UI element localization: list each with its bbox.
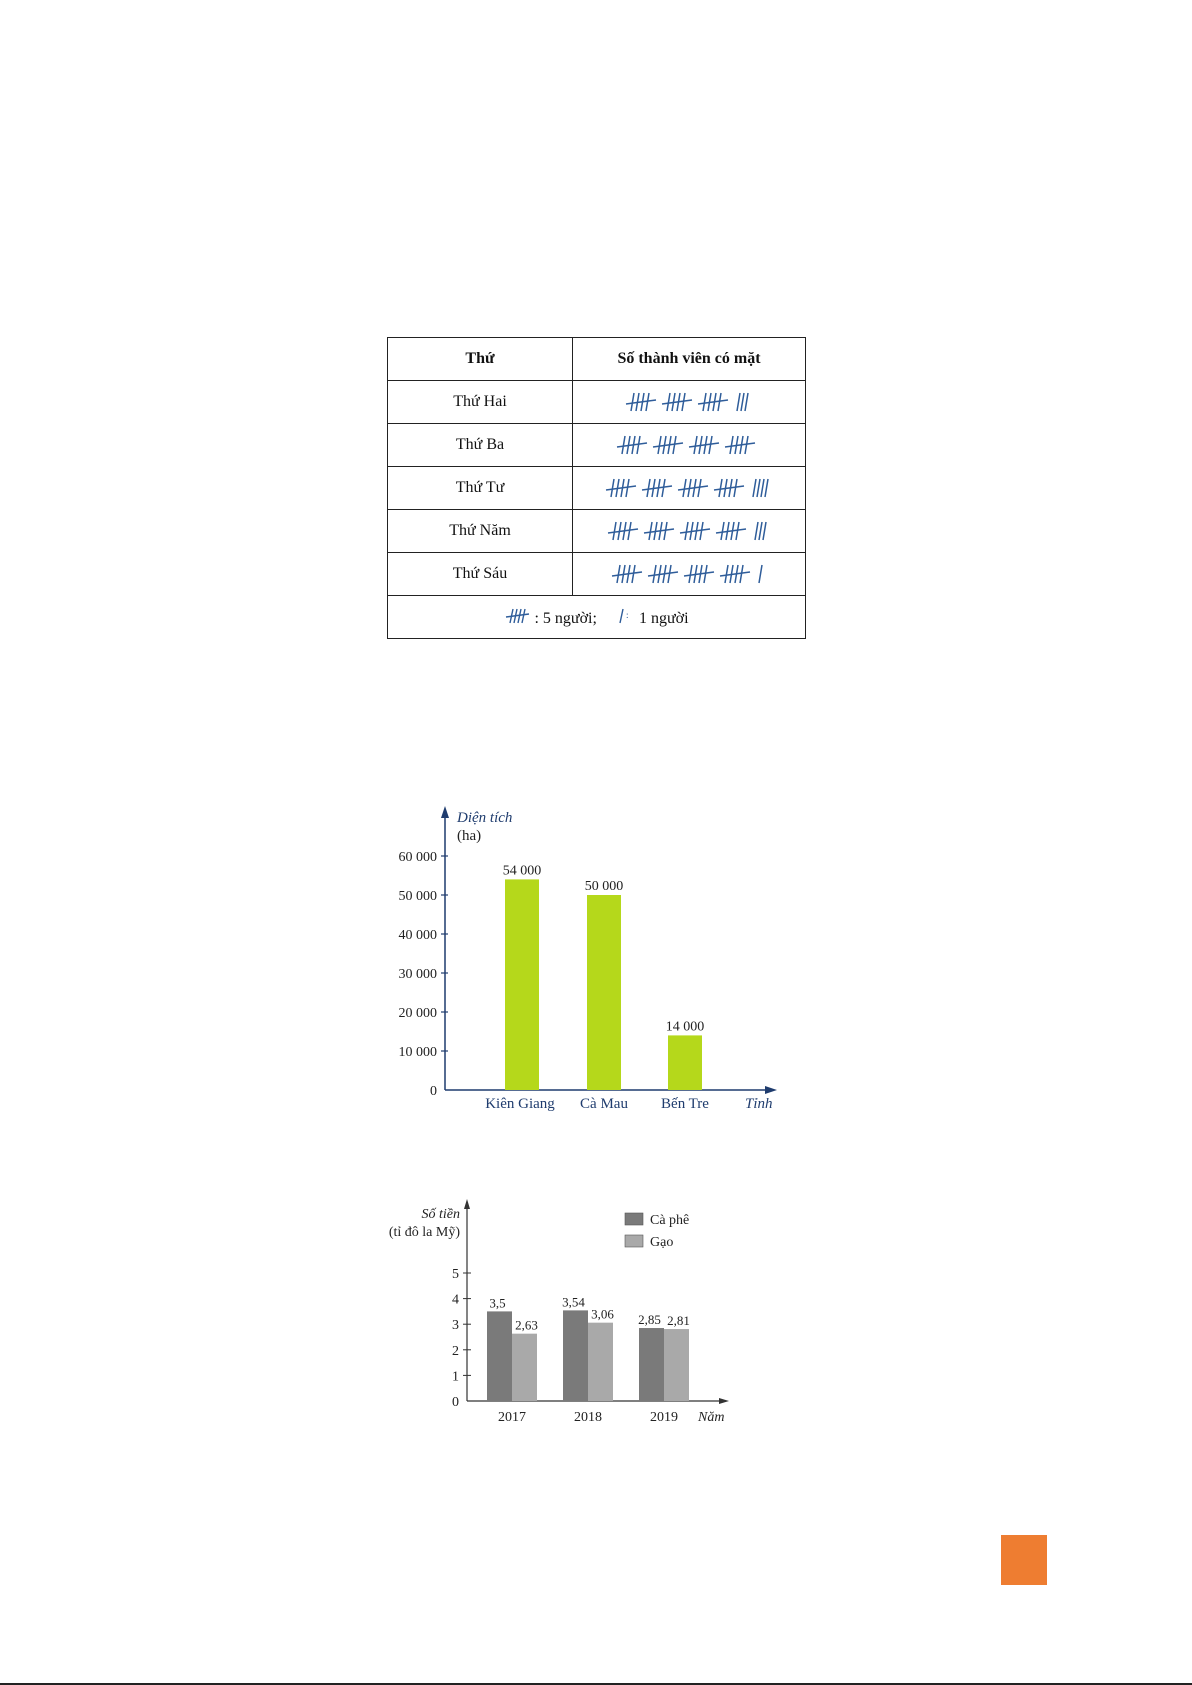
x-axis-label: Tỉnh — [745, 1096, 773, 1112]
page-corner-marker — [1001, 1535, 1047, 1585]
bar — [512, 1334, 537, 1401]
area-bar-chart-svg — [385, 800, 785, 1120]
tally-stroke — [658, 436, 661, 454]
day-cell: Thứ Sáu — [388, 553, 573, 596]
day-cell: Thứ Năm — [388, 510, 573, 553]
bar-value-label: 2,81 — [667, 1313, 690, 1329]
tally-cross-stroke — [626, 400, 656, 404]
y-axis-arrow — [441, 806, 449, 818]
tally-stroke — [653, 565, 656, 583]
tally-stroke — [763, 522, 766, 540]
y-axis-unit: (tỉ đô la Mỹ) — [388, 1225, 460, 1240]
legend-label: Gạo — [650, 1235, 674, 1250]
tally-cross-stroke — [662, 400, 692, 404]
y-tick-label: 1 — [452, 1369, 459, 1385]
tally-cell — [573, 381, 806, 424]
legend-swatch — [625, 1213, 643, 1225]
bar-value-label: 50 000 — [584, 879, 624, 894]
tally-cell — [573, 510, 806, 553]
y-tick-label: 4 — [452, 1292, 459, 1308]
x-tick-label: Kiên Giang — [485, 1096, 555, 1112]
tally-stroke — [721, 522, 724, 540]
tally-cell — [573, 467, 806, 510]
table-row — [388, 467, 806, 510]
tally-marks — [610, 560, 768, 588]
y-axis-label: Số tiền — [421, 1207, 460, 1222]
area-bar-chart — [385, 800, 785, 1120]
tally-cross-stroke — [642, 486, 672, 490]
tally-cross-stroke — [648, 572, 678, 576]
tally-cross-stroke — [689, 443, 719, 447]
tally-stroke — [741, 393, 744, 411]
tally-stroke — [694, 436, 697, 454]
x-axis-arrow — [719, 1398, 729, 1404]
table-row — [388, 424, 806, 467]
tally-stroke — [765, 479, 768, 497]
x-tick-label: Bến Tre — [661, 1096, 709, 1112]
tally-stroke — [759, 565, 762, 583]
legend-label: Cà phê — [650, 1213, 690, 1228]
tally-stroke — [617, 565, 620, 583]
legend-one-text: 1 người — [638, 610, 689, 627]
y-tick-label: 5 — [452, 1267, 459, 1282]
y-tick-label: 40 000 — [398, 928, 437, 943]
tally-cross-stroke — [653, 443, 683, 447]
y-axis-arrow — [464, 1199, 470, 1209]
table-row — [388, 553, 806, 596]
bar — [487, 1311, 512, 1401]
y-tick-label: 30 000 — [398, 967, 437, 982]
header-day: Thứ — [388, 338, 573, 381]
y-tick-label: 10 000 — [398, 1045, 437, 1060]
attendance-tally-table — [387, 337, 806, 639]
tally-marks — [624, 388, 754, 416]
tally-cross-stroke — [716, 529, 746, 533]
y-tick-label: 50 000 — [398, 889, 437, 904]
tally-cross-stroke — [612, 572, 642, 576]
x-tick-label: Cà Mau — [580, 1096, 628, 1112]
tally-stroke — [759, 522, 762, 540]
x-tick-label: 2018 — [574, 1410, 602, 1425]
bar-value-label: 3,54 — [562, 1294, 585, 1310]
bar-value-label: 2,63 — [515, 1317, 538, 1333]
tally-marks — [615, 431, 763, 459]
header-count: Số thành viên có mặt — [573, 338, 806, 381]
y-axis-label: Diện tích — [457, 810, 513, 826]
tally-stroke — [753, 479, 756, 497]
tally-five-icon — [504, 606, 530, 626]
bar — [588, 1323, 613, 1401]
tally-cross-stroke — [606, 486, 636, 490]
tally-cross-stroke — [617, 443, 647, 447]
tally-cross-stroke — [720, 572, 750, 576]
day-cell: Thứ Hai — [388, 381, 573, 424]
tally-cell — [573, 553, 806, 596]
table-row — [388, 510, 806, 553]
bar — [639, 1328, 664, 1401]
bar — [505, 879, 539, 1090]
tally-stroke — [647, 479, 650, 497]
bar-value-label: 3,06 — [591, 1306, 614, 1322]
tally-stroke — [737, 393, 740, 411]
tally-stroke — [689, 565, 692, 583]
tally-stroke — [725, 565, 728, 583]
bar — [668, 1035, 702, 1090]
tally-cross-stroke — [644, 529, 674, 533]
bar-value-label: 54 000 — [502, 863, 542, 879]
bar-value-label: 2,85 — [638, 1312, 661, 1328]
x-tick-label: 2017 — [498, 1410, 526, 1425]
tally-one-icon — [613, 606, 635, 626]
y-tick-label: 3 — [452, 1318, 459, 1334]
tally-cell — [573, 424, 806, 467]
x-axis-arrow — [765, 1086, 777, 1094]
y-axis-unit: (ha) — [457, 828, 482, 844]
tally-stroke — [649, 522, 652, 540]
tally-cross-stroke — [698, 400, 728, 404]
day-cell: Thứ Tư — [388, 467, 573, 510]
export-bar-chart — [385, 1195, 745, 1425]
bar-value-label: 14 000 — [665, 1019, 705, 1035]
y-tick-label: 60 000 — [398, 850, 437, 865]
tally-marks — [604, 474, 774, 502]
legend-swatch — [625, 1235, 643, 1247]
tally-stroke — [622, 436, 625, 454]
tally-marks — [606, 517, 772, 545]
tally-stroke — [703, 393, 706, 411]
x-axis-label: Năm — [698, 1410, 725, 1425]
y-tick-label: 2 — [452, 1343, 459, 1359]
tally-cross-stroke — [678, 486, 708, 490]
tally-stroke — [683, 479, 686, 497]
export-bar-chart-svg — [385, 1195, 745, 1425]
tally-stroke — [745, 393, 748, 411]
tally-stroke — [631, 393, 634, 411]
legend-five-text: : 5 người; — [534, 610, 597, 627]
tally-stroke — [757, 479, 760, 497]
table-header-row — [388, 338, 806, 381]
tally-stroke — [685, 522, 688, 540]
svg-text::: : — [625, 610, 629, 620]
tally-legend — [388, 596, 806, 639]
bar — [587, 895, 621, 1090]
tally-cross-stroke — [714, 486, 744, 490]
y-tick-label: 0 — [430, 1084, 437, 1099]
tally-legend-row — [388, 596, 806, 639]
tally-stroke — [611, 479, 614, 497]
tally-cross-stroke — [680, 529, 710, 533]
tally-stroke — [755, 522, 758, 540]
tally-stroke — [761, 479, 764, 497]
tally-cross-stroke — [608, 529, 638, 533]
x-tick-label: 2019 — [650, 1410, 678, 1425]
y-tick-label: 20 000 — [398, 1006, 437, 1021]
tally-stroke — [719, 479, 722, 497]
y-tick-label: 0 — [452, 1395, 459, 1410]
bar-value-label: 3,5 — [489, 1295, 506, 1311]
tally-cross-stroke — [725, 443, 755, 447]
bar — [563, 1310, 588, 1401]
tally-stroke — [730, 436, 733, 454]
tally-cross-stroke — [684, 572, 714, 576]
tally-stroke — [667, 393, 670, 411]
day-cell: Thứ Ba — [388, 424, 573, 467]
bar — [664, 1329, 689, 1401]
table-row — [388, 381, 806, 424]
tally-stroke — [613, 522, 616, 540]
